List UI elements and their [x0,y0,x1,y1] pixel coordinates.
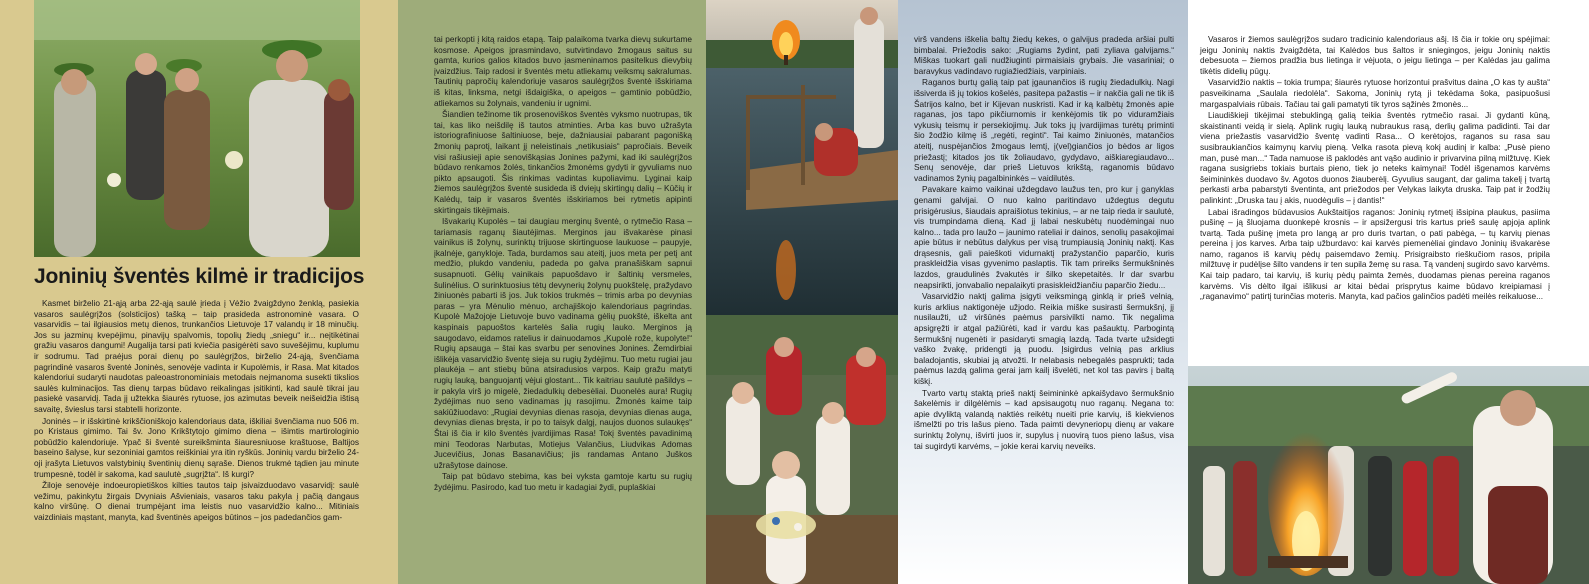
children-with-wreaths-photo [706,315,898,584]
paragraph: Taip pat būdavo stebima, kas bei vyksta gamtoje kartu su rugių žydėjimu. Pasirodo, kad tuo metu ir kadagiai žydi, puplaškiai [434,471,692,492]
paragraph: Liaudiškieji tikėjimai stebuklingą galią teikia šventės rytmečio rasai. Ji gydanti kūną, skaistinanti veidą ir sielą. Aplink rugių lauką nubraukus rasą, derlių galima padidinti. Tai dar viena priežastis vasarvidžio šventę vadinti Rasa... O kerėtojos, raganos su rasa sau susibraukiančios kaimynų karvių pieną. Velka rasota pievą kokį audinį ir kalba: „Pusė pieno man, pusė man...“ Tada namuose iš paklodės ant vąšo audinio ir privarvina pilną milžtuvę. Kiek ragana susigriebs tokiais burtais pieno, tiek jo neteks kaimynai! Todėl išgenamos karvėms šeimininkės duodavo šv. Agotos duonos žiauberėlį. Gyvulius saugant, dar galima takelį į tvartą perkasti arba pabarstyti šventinta, ant priežodos per Velykas laikyta druska. Taip pat ir žodžių palinkint: „Druska tau į akis, nuodėgulis – į dantis!“ [1200,110,1550,205]
girls-with-wreaths-illustration [706,315,898,584]
page-panel-yellow [0,0,398,584]
article-title: Joninių šventės kilmė ir tradicijos [34,265,365,288]
paragraph: Labai išradingos būdavusios Aukštaitijos raganos: Joninių rytmetį išsipina plaukus, pasiima pušinę – ją šluojama duonkepė krosnis – ir apsižergusi tris kartus prieš saulę apjoja aplink tvartą. Tada pušinę įmeta pro langą ar pro duris tvartan, o pati pabėga, – tų karvių pienas pereina į jos karves. Arba taip užburdavo: kai karvės piemenėliai gindavo Joninių išvakarėse namo, raganos iš karvių pėdų paisemdavo žemių. Prisigraibsto rieškučiom rasos, pripila milžtuvę ir pudėlįse šilto vandens ir ten supila žemę su rasa. Tą vandenį sugirdo savo karvėms. Kai taip padaro, tai karvių, iš kurių pėdų paimta žemės, duodamas pienas pereina raganos karvėms. Vis dėlto ilgai išlikusi ar kitai bėdai prisprytus kaime būdavo kreipiamasi į „raganavimo“ patirtį turinčias moteris. Manyta, kad pačios galinčios padėti meilės reikaluose... [1200,206,1550,302]
paragraph: Vasaros ir žiemos saulėgrįžos sudaro tradicinio kalendoriaus ašį. Iš čia ir tokie orų spėjimai: jeigu Joninių naktis žvaigždėta, tai Kalėdos bus šaltos ir sniegingos, jeigu Joninių naktis debesuota – žiemos pradžia bus lietinga ir vėjuota, o jeigu lietinga – per Kalėdas jau galima tikėtis didelių pūgų. [1200,34,1550,76]
paragraph: Šiandien težinome tik prosenoviškos šventės vyksmo nuotrupas, tik tai, kas liko neišdilę iš tautos atminties. Arba kas buvo užrašyta istoriografiniuose šaltiniuose, beje, dažniausiai pabarant pagonišką žmonių paprotį, laikant jį neleistinais „netikusiais“ papročiais. Beveik visi rašiusieji apie senoviškąsias Jonines pažymi, kad iki saulėgrįžos būdavo renkamos žolės, tinkančios žmonėms gydyti ir gyvuliams nuo pikto apsaugoti. Šis rinkimas vadintas kupoliavimu. Lyginai kaip žiemos saulėgrįžos šventė susideda iš dviejų skirtingų dalių – Kūčių ir Kalėdų, taip ir vasaros šventės išskiriamos bei rytmetis apipinti skirtingais tikėjimais. [434,109,692,215]
article-column-4 [1200,34,1550,303]
article-column-3 [914,34,1174,452]
paragraph: Vasarvidžio naktį galima įsigyti veiksmingą ginklą ir prieš velnią, kuris arklius naktigonėje užjodo. Reikia miške susirasti šermukšnį, jį nusilaužti, už viršūnės paėmus parsivilkti namo. Tik negalima apsigręžti ir atgal pažiūrėti, kad ir vardu kas pašauktų. Parbogintą šermukšnį nugenėti ir pasidaryti smagią lazdą. Tada tvarte užsidegti vaško žvakę, pridengti ją puodu. Įsigirdus velnią pas arklius baladojantis, skubiai ją atvožti. Ir nelabasis nebegalės pasprukti; tada paėmus lazdą galima gerai jam kailį išvelėti, net kol tas pavirs į baltą kiškį. [914,291,1174,386]
paragraph: Joninės – ir išskirtinė krikščioniškojo kalendoriaus data, iškiliai švenčiama nuo 506 m. po Kristaus gimimo. Tai šv. Jono Krikštytojo gimimo diena – išimtis martirologinio pobūdžio kalendoriuje. Ypač ši šventė sureikšminta šiauresniuose kraštuose, Baltijos baseino šalyse, kur sezoniniai gamtos reiškiniai yra itin ryškūs. Joninių vardu birželio 24-oji įrašyta Lietuvos valstybinių šventinių dienų sąraše. Dienos trukmė tądien jau minute trumpesnė, todėl ir sakoma, kad saulutė „sugrįžta“. Iš kurgi? [34,415,359,479]
bonfire-ceremony-photo [1188,366,1589,584]
paragraph: Išvakarių Kupolės – tai daugiau merginų šventė, o rytmečio Rasa – tariamasis raganų šiautėjimas. Merginos jau išvakarėse pinasi vainikus iš žolynų, surinktų trijuose skirtinguose laukuose – paupyje, įkalnėje, ganykloje. Tada, burdamos sau ateitį, juos meta per petį ant medžio, plukdo vandeniu, padeda po galva pranašiškam sapnui susapnuoti. Gėlių vainikais papuošdavo ir šaltinių versmeles, šulinėlius. O surinktuosius tėtų devynerių žolynų puokštelę, pražydavo žiniuonės pabarti iš jos. Juk tokios trukmės – trimis arba po devynias paras – yra Mėnulio mėnuo, archajiškojo kalendoriaus pagrindas. Kupolė Mažojoje Lietuvoje buvo vadinama gėlių puokštė, iškelta ant kaspinais papuoštos kartelės šalia rugių lauko. Merginos ją saugodavo, eidamos ratelius ir dainuodamos „Kupolė rože, kupolyte!“ Rugių apsauga – štai kas svarbu per senovines Jonines. Žemdirbiai išlikėja vasarvidžio šventę sieja su rugių žydėjimu. Tuo metu rugiai jau plaukėja – ant stiebų būna atsiradusios varpos. Kaip gražu matyti rugių lauką, banguojantį vėjui glostant... Tik kaitriau saulutė pašildys – ir pakyla virš jo migelė, žiedadulkių debesėliai. Duonelės aura! Rugių žydėjimas nuo seno vadinamas jų rasojimu. Žmonės kaime taip sakiūžiuodavo: „Rugiai devynias dienas rasoja, devynias dienas auga, devynias dienas bręsta, ir po to taisyk dalgį, naujos duonos sulaukęs“ Štai iš čia ir kilo šventės įvardijimas Rasa! Tokį šventės pavadinimą mini Teodoras Narbutas, Motiejus Valančius, Liudvikas Adomas Jucevičius, Jonas Basanavičius; jis randamas Antano Juškos užrašytose dainose. [434,216,692,470]
midsummer-wreath-photo [34,0,360,257]
paragraph: Žiloje senovėje indoeuropietiškos kilties tautos taip įsivaizduodavo vasarvidį: saulė vežimu, pakinkytu žirgais Dvyniais Ašvieniais, vasaros taku pakyla į pačią dangaus kalno viršūnę. O dienai trumpėjant ima leistis nuo vasarvidžio kalno... Mitiniais vaizdiniais mąstant, manyta, kad šventinės apeigos būtinos – jos padedančios gam- [34,480,359,522]
ritual-fire-illustration [1188,366,1589,584]
paragraph: tai perkopti į kitą raidos etapą. Taip palaikoma tvarka dievų sukurtame kosmose. Apeigos įprasmindavo, sutvirtindavo žmogaus saitus su gamta, kurios galios kitados buvo įasmeninamos pasitelkus dievybių įvaizdžius. Taip radosi ir šventės metu atliekamų veiksmų sakralumas. Tautinių papročių kalendoriuje vasaros saulėgrįžos šventė išskiriama iš kitas, linksma, netgi išdaigiška, o apeigos – gamtinio pobūdžio, atliekamos su žolynais, vandeniu ir ugnimi. [434,34,692,108]
article-column-1 [34,298,359,523]
paragraph: Vasarvidžio naktis – tokia trumpa; šiaurės rytuose horizontui prašvitus daina „O kas ty aušta“ pasveikinama „Saulala riedolėla“. Sakoma, Joninių rytą ji tekėdama šoka, pasipuošusi margaspalviais rūbais. Tačiau tai gali pamatyti tik tyros sąžinės žmonės... [1200,77,1550,109]
people-with-wreaths-illustration [34,0,360,257]
paragraph: Kasmet birželio 21-ąją arba 22-ąją saulė įrieda į Vėžio žvaigždyno ženklą, pasiekia vasaros saulėgrįžos (solsticijos) tašką – taip prasideda astronominė vasara. O vasarvidis – tai ilgiausios metų dienos, trunkančios Lietuvoje 17 valandų ir 18 minučių. Jos su jazminų kvepėjimu, pinavijų spalvomis, topolių žiedų „sniegu“ ir... neįtikėtinai gražiu vasaros dangumi! Augalija tarsi pati kviečia pasigėrėti savo suvešėjimu, kuplumu ir sodrumu. Tad praėjus porai dienų po saulėgrįžos, birželio 24-ąją, švenčiama pagrindinė vasaros šventė Joninės, senovėje vadinta ir Kupolėmis, ir Rasa. Mat kitados kalendoriui sudaryti naudotas paleoastronominiais metodais nejmanoma susekti tikslios saulės kulminacijos. Tas dienų tarpas būdavo reikalingas įsitikinti, kad saulė tikrai jau pasiekė vasarvidį. Tada jį užtekka šiaurės rytuose, jos azimutas beveik neišeidžia ištisą savaitę, švieslus tarsi stabtelli horizonte. [34,298,359,414]
river-bonfire-illustration [706,0,898,315]
page-panel-green [398,0,706,584]
paragraph: Raganos burtų galią taip pat įgaunančios iš rugių žiedadulkių. Nagi išsiverda iš jų tokios košelės, pasitepa pažastis – ir nakčia gali ne tik iš Šatrijos kalno, bet ir Kijevan nuskristi. Kad ir ką kalbėtų žmonės apie raganas, jos tapo pikčiurnomis ir kenkėjomis tik po viduramžiais vykusių teismų ir persekiojimų. Juk toks jų įvardijimas turėtų priminti šio žodžio kilmę iš „regėti, reginti“. Tai kaimo žiniuonės, matančios ateitį, nuspėjančios žmogaus lemtį, į(vel)giančios jo bėdos ar ligos priežastį; kitados jos tik žoliaudavo, gydydavo, aiškiaregiaudavo... Senų senovėje, dar prieš Lietuvos krikštą, raganomis būdavo vadinamos žynių pagalbininkės – vaidilutės. [914,77,1174,183]
paragraph: Tvarto vartų staktą prieš naktį šeimininkė apkaišydavo šermukšnio šakelėmis ir dilgėlėmis – kad apsisaugotų nuo raganų. Negana to: apie dvyliktą valandą naktiės reikėtų nueiti prie karvių, iš kiekvienos išmelžti po tris lašus pieno. Tada paimti devynerioрų dienų ar vakare surinktų žolynų, išvirti juos ir, supylus į nuovirą tuos pieno lašus, visa tai sugirdyti karvėms, – jokie kerai karvių neveiks. [914,387,1174,451]
page-panel-blue [898,0,1188,584]
article-column-2 [434,34,692,494]
paragraph: Pavakare kaimo vaikinai uždegdavo laužus ten, pro kur į ganyklas genami galvijai. O nuo kalno paritindavo uždegtus degutu prisigėrusius, šiaudais apraišiotus tekinius, – ar ne taip rieda ir saulutė, vis trumpindama dieną. Kad jį labai neskubėtų nuodėmingai nuo kalno... tada pro laužo – jaunimo rateliai ir dainos, senolių pasakojimai apie būtus ir nebūtus dalykus per visą trumpiausią Joninių naktį. Kas drąsesnis, gali paieškoti vidurnaktį pražystančio paparčio, kuris praskleidžia visas gyvenimo paslaptis. Tik tam prireiks šermukšninės lazdos, graudulinės žvakutės ir šilko skepetaitės. Ir dar svarbu neapsirikti, jonvabalio nepalaikyti prasiskleidžiančiu paparčio žiedu... [914,184,1174,290]
page-panel-white [1188,0,1589,584]
river-ritual-photo [706,0,898,315]
page-panel-photos [706,0,898,584]
paragraph: virš vandens iškelia baltų žiedų kekes, o galvijus pradeda aršiai pulti bimbalai. Priežodis sako: „Rugiams žydint, pati zyliava galvijams.“ Miškas tuokart gali nudžiuginti pirmaisiais grybais. Jie vasariniai; o baravykus vadindavo rugiažiedžiais, varpiniais. [914,34,1174,76]
